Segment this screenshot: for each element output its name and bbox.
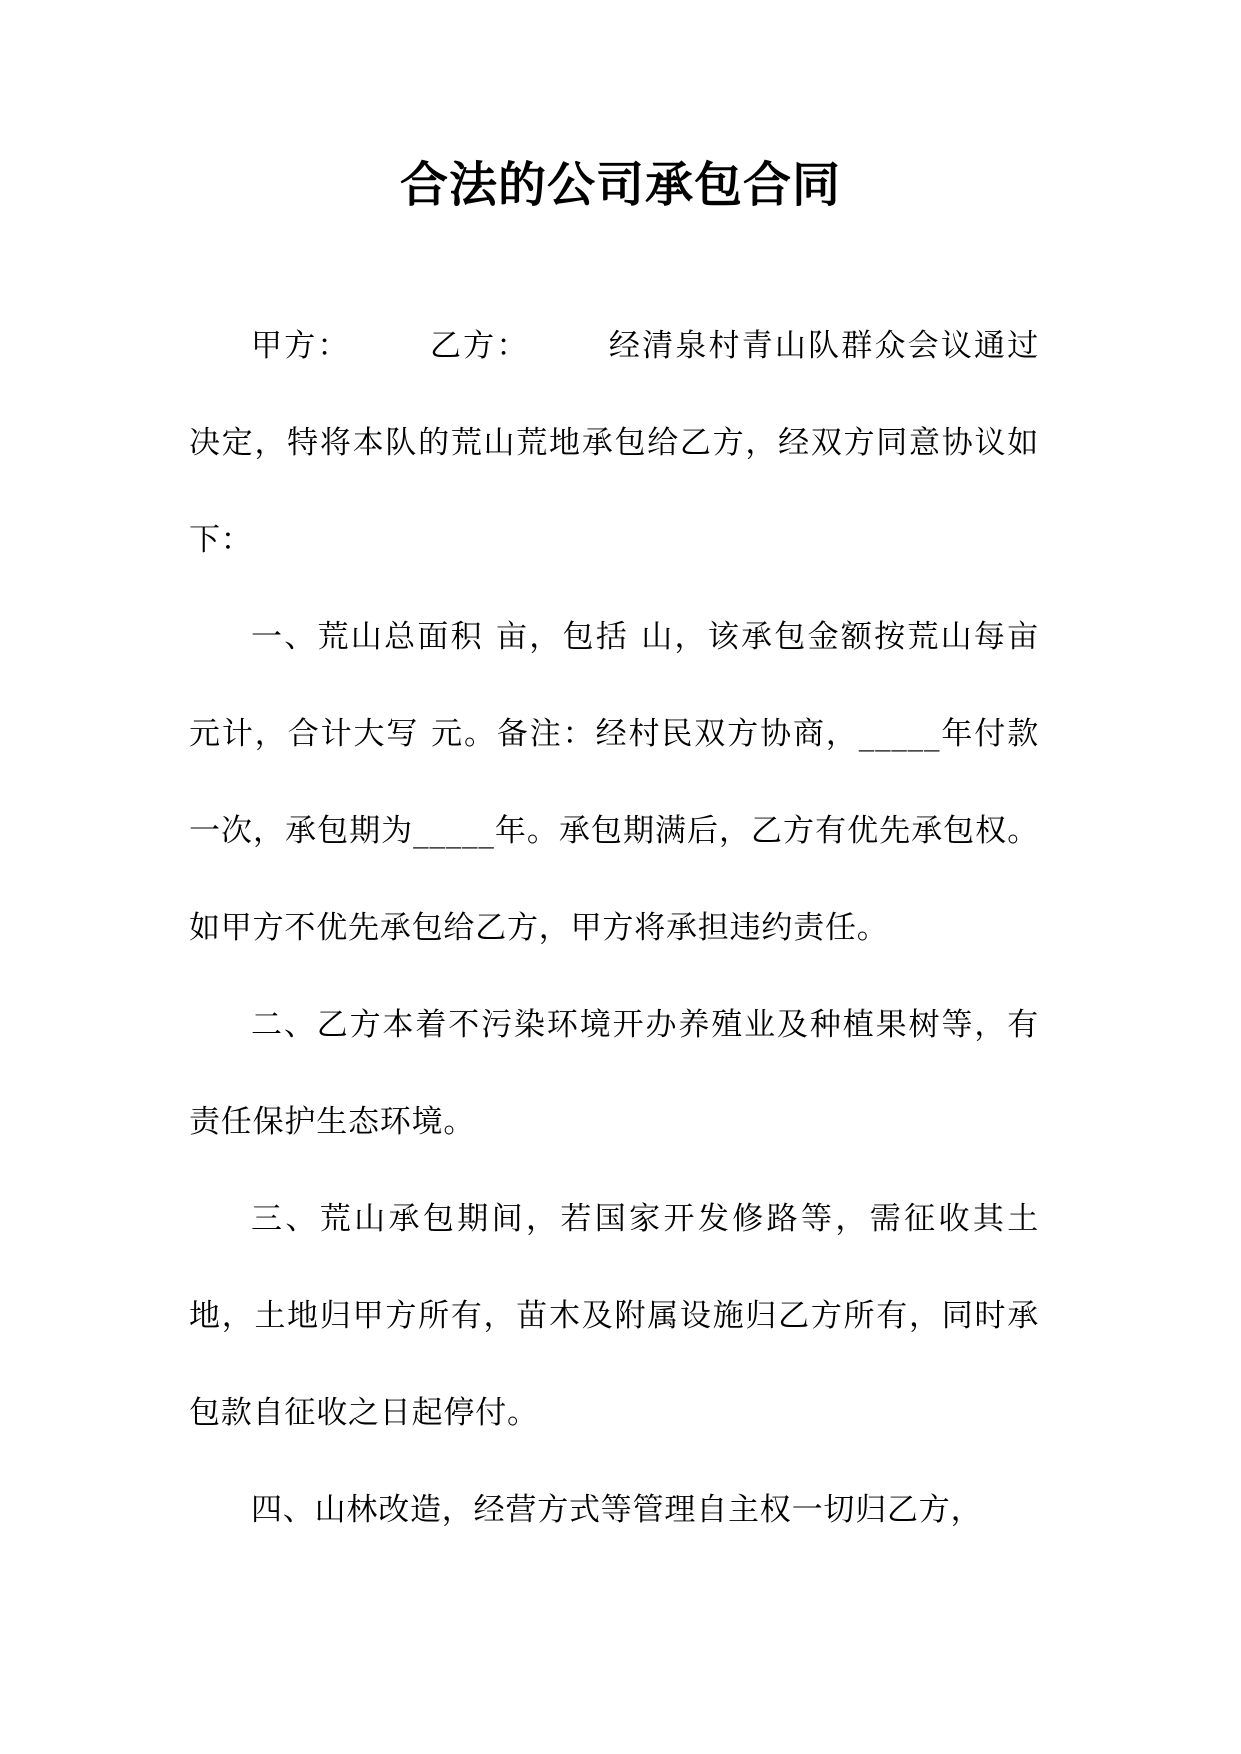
- clause-2: 二、乙方本着不污染环境开办养殖业及种植果树等，有责任保护生态环境。: [189, 1007, 1039, 1140]
- document-body: [189, 298, 1039, 1559]
- party-b-label: 乙方：: [428, 328, 530, 364]
- clause-1: 一、荒山总面积 亩，包括 山，该承包金额按荒山每亩 元计，合计大写 元。备注：经村民双方协商，_____年付款一次，承包期为_____年。承包期满后，乙方有优先承包权。如甲方不优先承包给乙方，甲方将承担违约责任。: [189, 619, 1039, 946]
- intro-paragraph: [189, 298, 1039, 589]
- document-title: 合法的公司承包合同: [399, 157, 841, 213]
- party-a-label: 甲方：: [251, 328, 351, 364]
- intro-text: 经清泉村青山队群众会议通过决定，特将本队的荒山荒地承包给乙方，经双方同意协议如下：: [189, 328, 1040, 558]
- clause-3: 三、荒山承包期间，若国家开发修路等，需征收其土地，土地归甲方所有，苗木及附属设施归乙方所有，同时承包款自征收之日起停付。: [189, 1201, 1039, 1431]
- clause-4: 四、山林改造，经营方式等管理自主权一切归乙方，: [251, 1492, 983, 1528]
